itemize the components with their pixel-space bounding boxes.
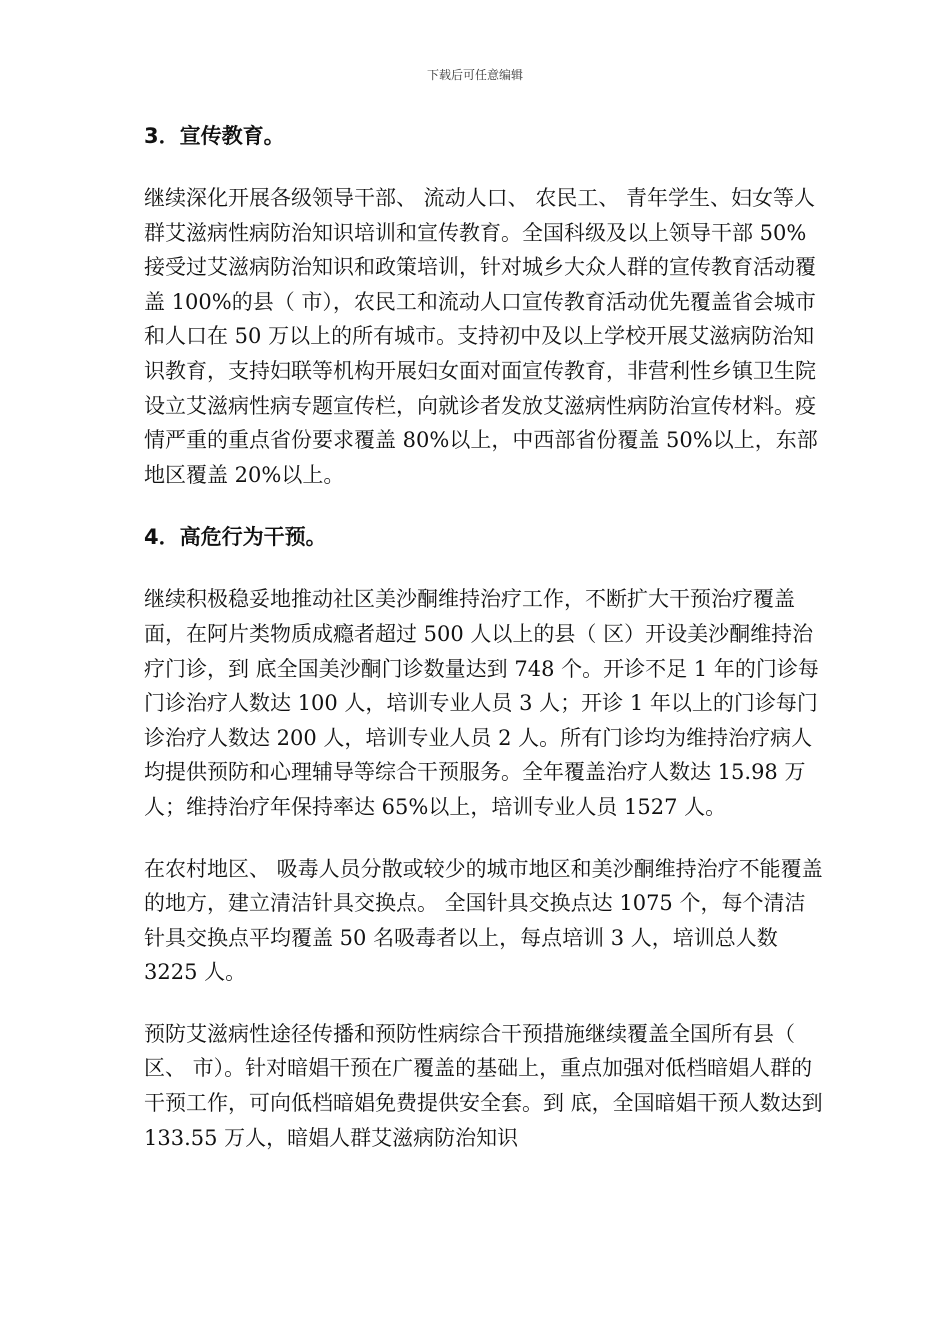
paragraph-needle-exchange: 在农村地区、 吸毒人员分散或较少的城市地区和美沙酮维持治疗不能覆盖的地方，建立清洁针具交换点。 全国针具交换点达 1075 个，每个清洁针具交换点平均覆盖 50 名吸毒者以上，每点培训 3 人，培训总人数 3225 人。 [144,856,823,985]
page-header: 下载后可任意编辑 [426,68,523,82]
paragraph-publicity-education: 继续深化开展各级领导干部、 流动人口、 农民工、 青年学生、妇女等人群艾滋病性病防治知识培训和宣传教育。全国科级及以上领导干部 50%接受过艾滋病防治知识和政策培训，针对城乡大众人群的宣传教育活动覆盖 100%的县（ 市），农民工和流动人口宣传教育活动优先覆盖省会城市和人口在 50 万以上的所有城市。支持初中及以上学校开展艾滋病防治知识教育，支持妇联等机构开展妇女面对面宣传教育，非营利性乡镇卫生院设立艾滋病性病专题宣传栏，向就诊者发放艾滋病性病防治宣传材料。疫情严重的重点省份要求覆盖 80%以上，中西部省份覆盖 50%以上，东部地区覆盖 20%以上。 [144,186,818,487]
document-body [144,118,824,1155]
paragraph-sexual-transmission: 预防艾滋病性途径传播和预防性病综合干预措施继续覆盖全国所有县（ 区、 市）。针对暗娼干预在广覆盖的基础上，重点加强对低档暗娼人群的干预工作，可向低档暗娼免费提供安全套。到 底，全国暗娼干预人数达到 133.55 万人，暗娼人群艾滋病防治知识 [144,1021,823,1150]
paragraph-methadone-treatment: 继续积极稳妥地推动社区美沙酮维持治疗工作，不断扩大干预治疗覆盖面，在阿片类物质成瘾者超过 500 人以上的县（ 区）开设美沙酮维持治疗门诊，到 底全国美沙酮门诊数量达到 748 个。开诊不足 1 年的门诊每门诊治疗人数达 100 人，培训专业人员 3 人；开诊 1 年以上的门诊每门诊治疗人数达 200 人，培训专业人员 2 人。所有门诊均为维持治疗病人均提供预防和心理辅导等综合干预服务。全年覆盖治疗人数达 15.98 万人；维持治疗年保持率达 65%以上，培训专业人员 1527 人。 [144,587,819,819]
section-heading-3: 3．宣传教育。 [144,124,285,148]
section-heading-4: 4．高危行为干预。 [144,525,327,550]
